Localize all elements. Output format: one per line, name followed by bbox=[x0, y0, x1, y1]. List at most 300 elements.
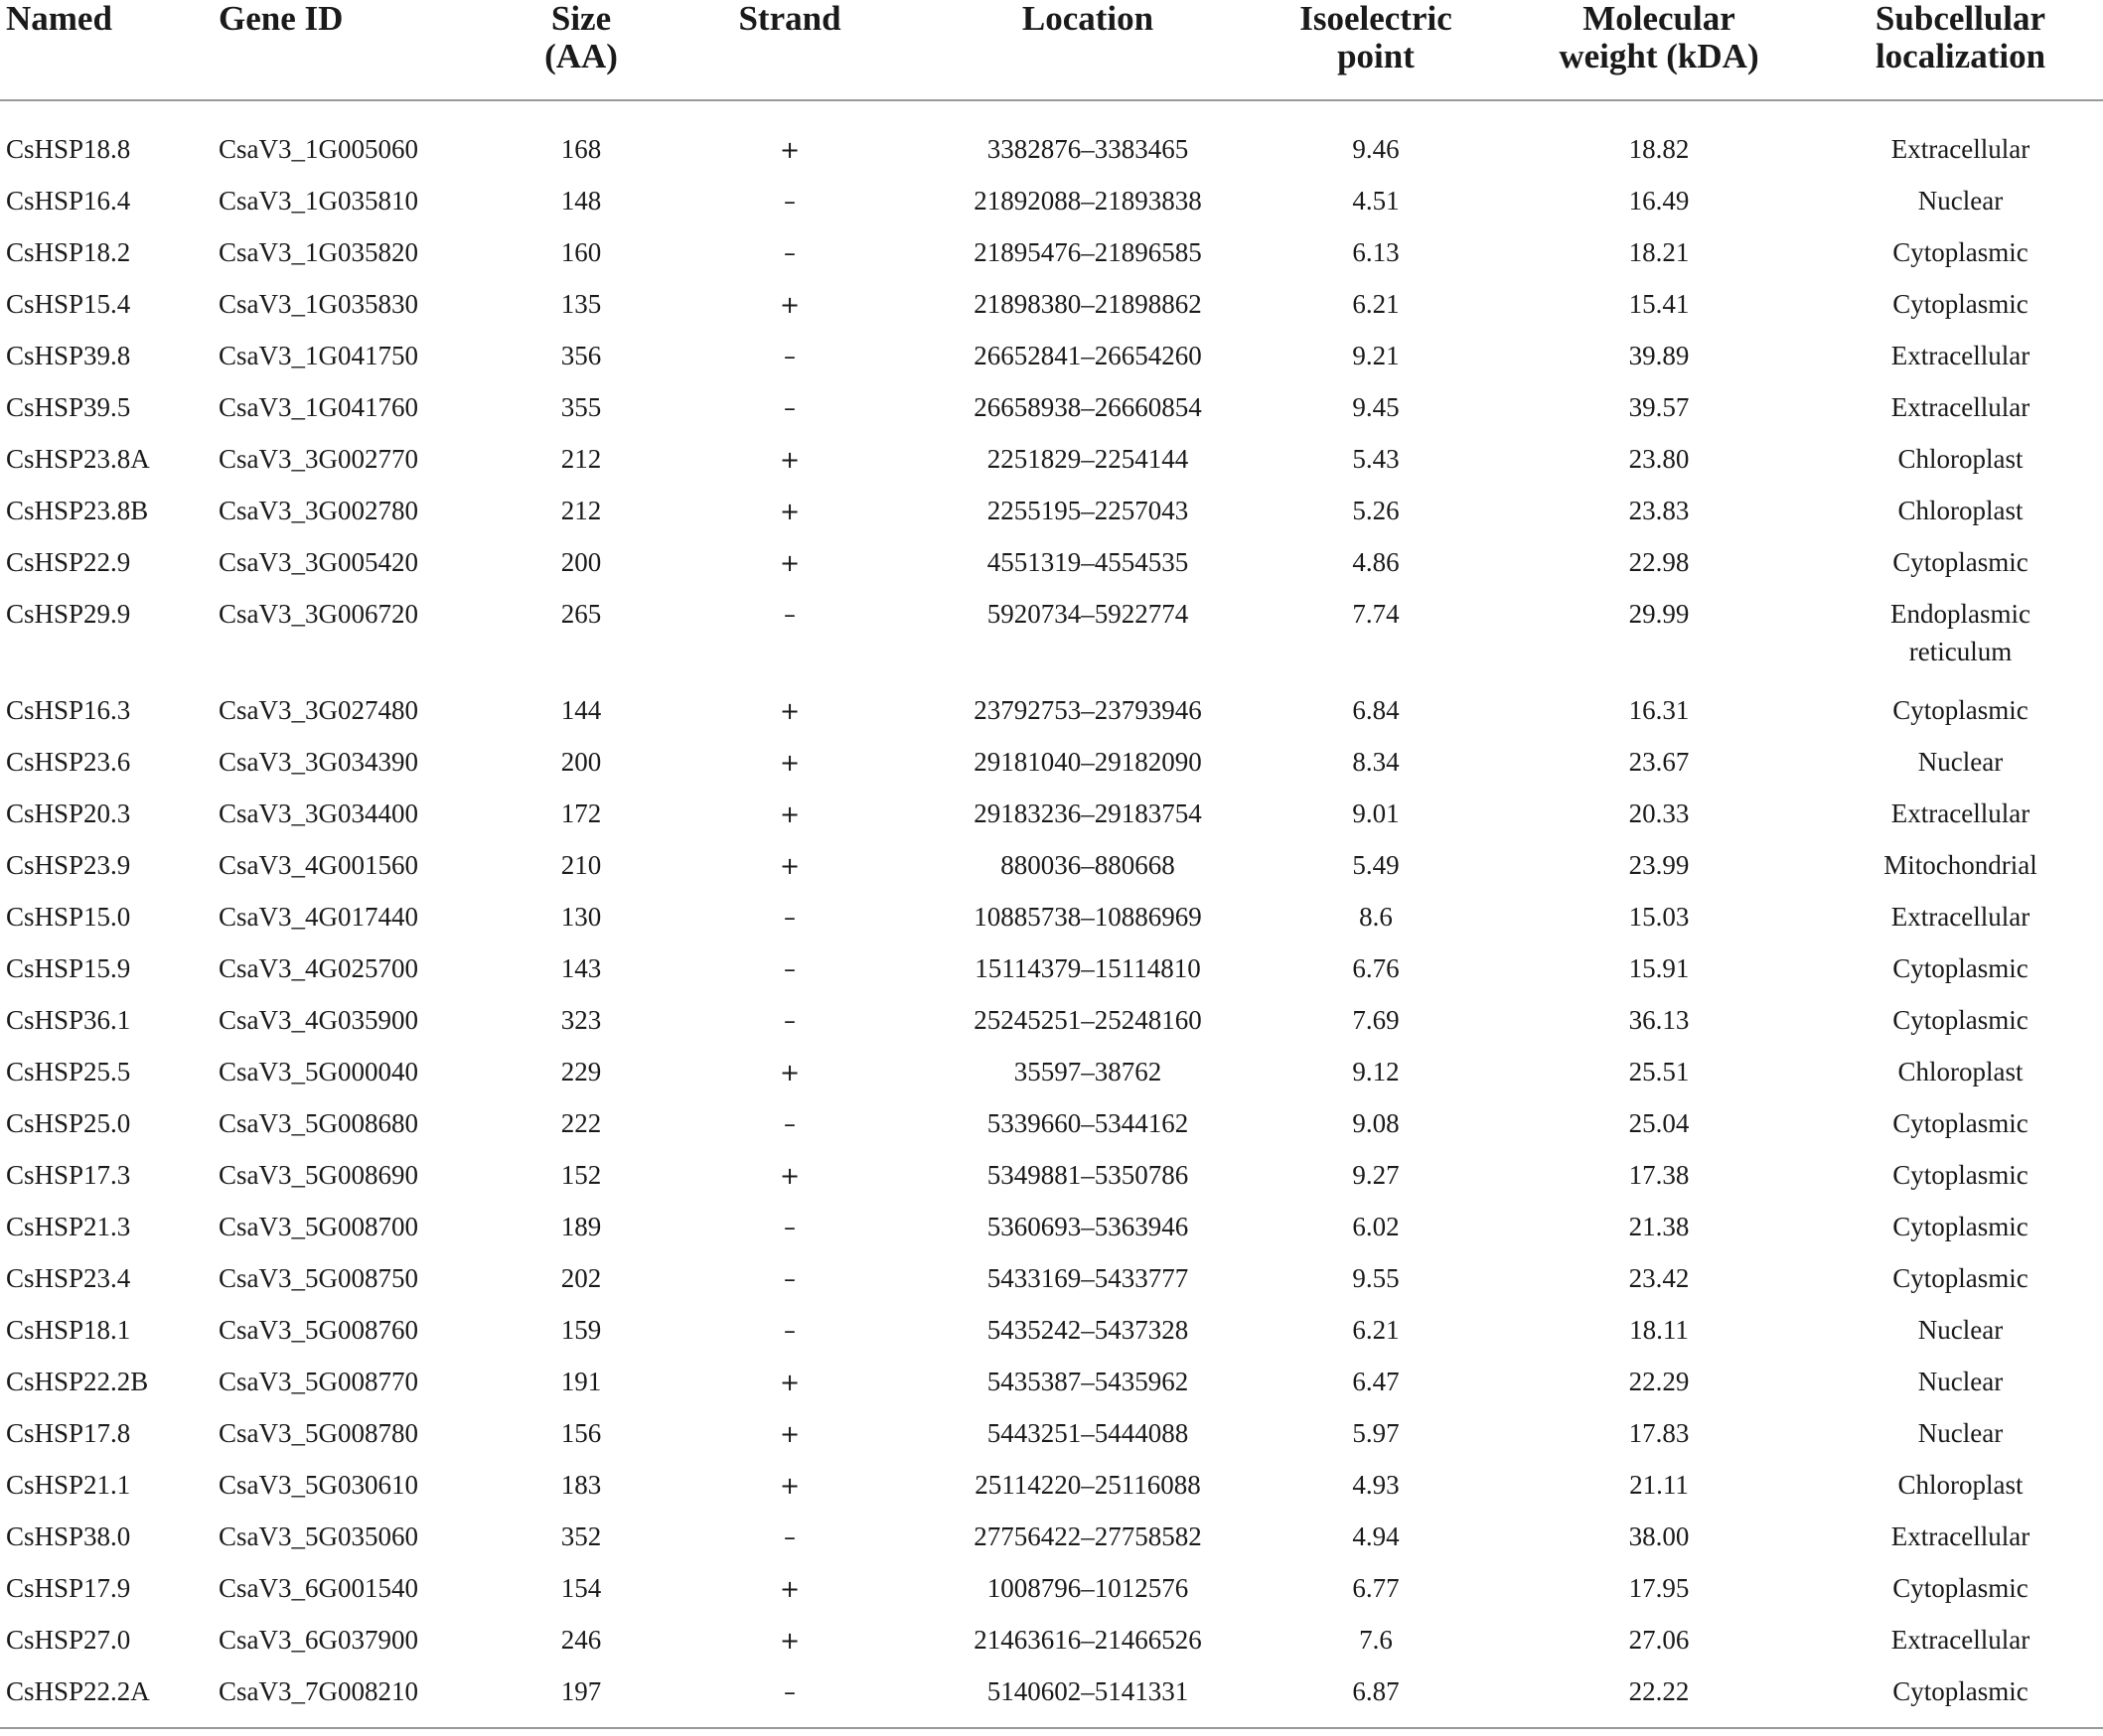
cell-strand-text: + bbox=[779, 1471, 801, 1500]
cell-isoelectric-point-text: 8.6 bbox=[1359, 902, 1393, 932]
cell-strand-text: – bbox=[784, 1006, 796, 1035]
cell-molecular-weight-text: 15.41 bbox=[1628, 289, 1690, 319]
cell-isoelectric-point-text: 7.69 bbox=[1352, 1005, 1400, 1035]
cell-location bbox=[924, 684, 1252, 736]
cell-isoelectric-point bbox=[1252, 1097, 1500, 1149]
cell-molecular-weight-text: 16.31 bbox=[1628, 695, 1690, 725]
cell-subcellular-localization bbox=[1818, 100, 2103, 175]
cell-gene-id-text: CsaV3_3G027480 bbox=[219, 695, 418, 725]
cell-gene-id-text: CsaV3_5G035060 bbox=[219, 1521, 418, 1551]
cell-location-text: 2251829–2254144 bbox=[986, 444, 1189, 474]
cell-size bbox=[507, 330, 656, 381]
table-row bbox=[0, 1665, 2103, 1728]
cell-subcellular-localization bbox=[1818, 1097, 2103, 1149]
cell-molecular-weight bbox=[1500, 175, 1818, 226]
cell-location bbox=[924, 381, 1252, 433]
cell-location-text: 5433169–5433777 bbox=[986, 1263, 1189, 1293]
cell-size bbox=[507, 433, 656, 485]
cell-isoelectric-point-text: 9.55 bbox=[1352, 1263, 1400, 1293]
cell-named-text: CsHSP29.9 bbox=[6, 599, 131, 629]
cell-subcellular-localization bbox=[1818, 891, 2103, 942]
cell-size bbox=[507, 1201, 656, 1252]
cell-strand bbox=[656, 1407, 924, 1459]
cell-isoelectric-point-text: 6.21 bbox=[1352, 1315, 1400, 1345]
cell-strand-text: + bbox=[779, 1626, 801, 1655]
cell-molecular-weight-text: 22.98 bbox=[1628, 547, 1690, 577]
cell-named bbox=[0, 1407, 219, 1459]
cell-named bbox=[0, 1614, 219, 1665]
cell-gene-id bbox=[219, 1046, 507, 1097]
table-row bbox=[0, 381, 2103, 433]
cell-gene-id-text: CsaV3_1G041760 bbox=[219, 392, 418, 422]
cell-size-text: 143 bbox=[560, 953, 602, 983]
cell-location-text: 25245251–25248160 bbox=[974, 1005, 1202, 1035]
cell-named-text: CsHSP25.5 bbox=[6, 1057, 131, 1086]
cell-size bbox=[507, 1046, 656, 1097]
cell-subcellular-localization-text: Nuclear bbox=[1917, 1367, 2004, 1396]
header-molecular-line2: weight (kDA) bbox=[1559, 37, 1759, 75]
cell-location-text: 23792753–23793946 bbox=[974, 695, 1202, 725]
cell-subcellular-localization bbox=[1818, 278, 2103, 330]
cell-subcellular-localization-text: Endoplasmic reticulum bbox=[1890, 599, 2030, 666]
cell-molecular-weight bbox=[1500, 536, 1818, 588]
cell-size-text: 152 bbox=[560, 1160, 602, 1190]
cell-molecular-weight bbox=[1500, 839, 1818, 891]
cell-isoelectric-point-text: 4.86 bbox=[1352, 547, 1400, 577]
cell-subcellular-localization-text: Cytoplasmic bbox=[1892, 1212, 2028, 1241]
cell-size bbox=[507, 588, 656, 684]
cell-named-text: CsHSP15.0 bbox=[6, 902, 131, 932]
cell-size-text: 189 bbox=[560, 1212, 602, 1241]
cell-size bbox=[507, 1665, 656, 1728]
cell-size bbox=[507, 1356, 656, 1407]
cell-location-text: 2255195–2257043 bbox=[986, 496, 1189, 525]
cell-size-text: 200 bbox=[560, 747, 602, 777]
cell-subcellular-localization bbox=[1818, 1459, 2103, 1511]
cell-isoelectric-point bbox=[1252, 226, 1500, 278]
cell-subcellular-localization-text: Extracellular bbox=[1890, 134, 2030, 164]
cell-location-text: 27756422–27758582 bbox=[974, 1521, 1202, 1551]
cell-size bbox=[507, 536, 656, 588]
cell-size bbox=[507, 942, 656, 994]
cell-named bbox=[0, 536, 219, 588]
cell-size-text: 212 bbox=[560, 496, 602, 525]
cell-named bbox=[0, 1149, 219, 1201]
cell-strand bbox=[656, 278, 924, 330]
cell-location bbox=[924, 1201, 1252, 1252]
cell-molecular-weight bbox=[1500, 684, 1818, 736]
cell-location bbox=[924, 1149, 1252, 1201]
cell-isoelectric-point bbox=[1252, 684, 1500, 736]
cell-size-text: 172 bbox=[560, 798, 602, 828]
cell-strand-text: + bbox=[779, 799, 801, 828]
header-isoelectric-line1: Isoelectric bbox=[1299, 0, 1452, 38]
cell-subcellular-localization-text: Nuclear bbox=[1917, 1315, 2004, 1345]
cell-size bbox=[507, 1511, 656, 1562]
cell-isoelectric-point bbox=[1252, 381, 1500, 433]
cell-strand-text: + bbox=[779, 1368, 801, 1396]
cell-size-text: 183 bbox=[560, 1470, 602, 1500]
cell-isoelectric-point-text: 6.02 bbox=[1352, 1212, 1400, 1241]
cell-subcellular-localization bbox=[1818, 942, 2103, 994]
cell-named-text: CsHSP18.1 bbox=[6, 1315, 131, 1345]
cell-gene-id-text: CsaV3_1G035810 bbox=[219, 186, 418, 216]
cell-strand bbox=[656, 1046, 924, 1097]
table-row bbox=[0, 1046, 2103, 1097]
table-row bbox=[0, 942, 2103, 994]
cell-named-text: CsHSP27.0 bbox=[6, 1625, 131, 1655]
cell-isoelectric-point-text: 6.76 bbox=[1352, 953, 1400, 983]
cell-gene-id bbox=[219, 1407, 507, 1459]
cell-strand bbox=[656, 226, 924, 278]
cell-isoelectric-point bbox=[1252, 1665, 1500, 1728]
cell-named bbox=[0, 1201, 219, 1252]
cell-subcellular-localization-text: Extracellular bbox=[1890, 1625, 2030, 1655]
table-row bbox=[0, 1252, 2103, 1304]
cell-size bbox=[507, 485, 656, 536]
cell-named bbox=[0, 1097, 219, 1149]
cell-subcellular-localization bbox=[1818, 1149, 2103, 1201]
cell-size bbox=[507, 1097, 656, 1149]
cell-named bbox=[0, 1252, 219, 1304]
cell-gene-id bbox=[219, 433, 507, 485]
cell-location-text: 21892088–21893838 bbox=[974, 186, 1202, 216]
cell-named bbox=[0, 942, 219, 994]
cell-named-text: CsHSP21.3 bbox=[6, 1212, 131, 1241]
cell-strand bbox=[656, 788, 924, 839]
cell-gene-id-text: CsaV3_5G008760 bbox=[219, 1315, 418, 1345]
cell-size-text: 229 bbox=[560, 1057, 602, 1086]
cell-location bbox=[924, 226, 1252, 278]
cell-named-text: CsHSP17.3 bbox=[6, 1160, 131, 1190]
cell-size bbox=[507, 1407, 656, 1459]
cell-location bbox=[924, 1562, 1252, 1614]
cell-gene-id bbox=[219, 330, 507, 381]
cell-size bbox=[507, 226, 656, 278]
cell-subcellular-localization-text: Cytoplasmic bbox=[1892, 1573, 2028, 1603]
cell-location bbox=[924, 1304, 1252, 1356]
cell-named-text: CsHSP16.3 bbox=[6, 695, 131, 725]
cell-size-text: 210 bbox=[560, 850, 602, 880]
cell-molecular-weight-text: 18.11 bbox=[1629, 1315, 1689, 1345]
cell-named bbox=[0, 994, 219, 1046]
table-row bbox=[0, 175, 2103, 226]
cell-gene-id-text: CsaV3_5G000040 bbox=[219, 1057, 418, 1086]
cell-gene-id bbox=[219, 381, 507, 433]
table-row bbox=[0, 433, 2103, 485]
header-molecular-line1: Molecular bbox=[1582, 0, 1735, 38]
cell-location bbox=[924, 891, 1252, 942]
cell-location-text: 5349881–5350786 bbox=[986, 1160, 1189, 1190]
cell-strand bbox=[656, 1097, 924, 1149]
cell-subcellular-localization bbox=[1818, 1356, 2103, 1407]
cell-size bbox=[507, 839, 656, 891]
cell-location bbox=[924, 839, 1252, 891]
cell-isoelectric-point-text: 4.93 bbox=[1352, 1470, 1400, 1500]
cell-named bbox=[0, 1046, 219, 1097]
cell-molecular-weight bbox=[1500, 1562, 1818, 1614]
cell-strand-text: – bbox=[784, 1213, 796, 1241]
cell-gene-id-text: CsaV3_3G005420 bbox=[219, 547, 418, 577]
cell-subcellular-localization bbox=[1818, 175, 2103, 226]
cell-isoelectric-point-text: 6.77 bbox=[1352, 1573, 1400, 1603]
cell-isoelectric-point-text: 5.97 bbox=[1352, 1418, 1400, 1448]
table-row bbox=[0, 839, 2103, 891]
header-subcellular-line2: localization bbox=[1875, 37, 2046, 75]
cell-gene-id bbox=[219, 536, 507, 588]
cell-gene-id-text: CsaV3_3G002770 bbox=[219, 444, 418, 474]
cell-location bbox=[924, 788, 1252, 839]
cell-strand-text: + bbox=[779, 696, 801, 725]
cell-named-text: CsHSP22.2A bbox=[6, 1676, 150, 1706]
cell-gene-id-text: CsaV3_3G002780 bbox=[219, 496, 418, 525]
cell-strand bbox=[656, 1614, 924, 1665]
cell-size-text: 355 bbox=[560, 392, 602, 422]
cell-named-text: CsHSP36.1 bbox=[6, 1005, 131, 1035]
header-subcellular-localization bbox=[1818, 0, 2103, 100]
cell-molecular-weight-text: 39.57 bbox=[1628, 392, 1690, 422]
cell-location bbox=[924, 1614, 1252, 1665]
cell-isoelectric-point bbox=[1252, 1356, 1500, 1407]
table-row bbox=[0, 1407, 2103, 1459]
cell-subcellular-localization bbox=[1818, 381, 2103, 433]
cell-location bbox=[924, 536, 1252, 588]
cell-strand-text: – bbox=[784, 342, 796, 370]
cell-location-text: 21898380–21898862 bbox=[974, 289, 1202, 319]
cell-subcellular-localization-text: Cytoplasmic bbox=[1892, 289, 2028, 319]
cell-gene-id bbox=[219, 736, 507, 788]
cell-isoelectric-point-text: 6.87 bbox=[1352, 1676, 1400, 1706]
cell-subcellular-localization-text: Cytoplasmic bbox=[1892, 1160, 2028, 1190]
cell-molecular-weight bbox=[1500, 891, 1818, 942]
cell-subcellular-localization-text: Extracellular bbox=[1890, 392, 2030, 422]
cell-isoelectric-point bbox=[1252, 588, 1500, 684]
cell-named bbox=[0, 100, 219, 175]
cell-subcellular-localization bbox=[1818, 1614, 2103, 1665]
header-molecular-weight bbox=[1500, 0, 1818, 100]
cell-named-text: CsHSP39.8 bbox=[6, 341, 131, 370]
cell-location-text: 21463616–21466526 bbox=[974, 1625, 1202, 1655]
cell-isoelectric-point-text: 7.6 bbox=[1359, 1625, 1393, 1655]
table-row bbox=[0, 1356, 2103, 1407]
cell-named-text: CsHSP23.9 bbox=[6, 850, 131, 880]
cell-isoelectric-point-text: 8.34 bbox=[1352, 747, 1400, 777]
cell-strand-text: – bbox=[784, 1264, 796, 1293]
cell-isoelectric-point bbox=[1252, 736, 1500, 788]
cell-subcellular-localization-text: Mitochondrial bbox=[1883, 850, 2037, 880]
cell-named-text: CsHSP18.2 bbox=[6, 237, 131, 267]
cell-isoelectric-point-text: 9.08 bbox=[1352, 1108, 1400, 1138]
cell-isoelectric-point-text: 9.21 bbox=[1352, 341, 1400, 370]
header-size-line2: (AA) bbox=[544, 37, 618, 75]
cell-molecular-weight bbox=[1500, 788, 1818, 839]
cell-location-text: 10885738–10886969 bbox=[974, 902, 1202, 932]
cell-named-text: CsHSP25.0 bbox=[6, 1108, 131, 1138]
cell-isoelectric-point-text: 4.51 bbox=[1352, 186, 1400, 216]
cell-location-text: 5443251–5444088 bbox=[986, 1418, 1189, 1448]
cell-subcellular-localization-text: Chloroplast bbox=[1897, 1057, 2024, 1086]
cell-isoelectric-point bbox=[1252, 891, 1500, 942]
cell-subcellular-localization bbox=[1818, 1252, 2103, 1304]
cell-gene-id-text: CsaV3_5G008780 bbox=[219, 1418, 418, 1448]
cell-molecular-weight bbox=[1500, 1407, 1818, 1459]
cell-molecular-weight-text: 23.42 bbox=[1628, 1263, 1690, 1293]
cell-gene-id bbox=[219, 485, 507, 536]
cell-subcellular-localization bbox=[1818, 1407, 2103, 1459]
cell-location-text: 15114379–15114810 bbox=[975, 953, 1201, 983]
cell-molecular-weight-text: 25.04 bbox=[1628, 1108, 1690, 1138]
cell-subcellular-localization-text: Cytoplasmic bbox=[1892, 1263, 2028, 1293]
cell-molecular-weight-text: 17.38 bbox=[1628, 1160, 1690, 1190]
cell-size bbox=[507, 1304, 656, 1356]
cell-subcellular-localization bbox=[1818, 1665, 2103, 1728]
cell-molecular-weight-text: 21.38 bbox=[1628, 1212, 1690, 1241]
cell-named-text: CsHSP23.6 bbox=[6, 747, 131, 777]
cell-size-text: 212 bbox=[560, 444, 602, 474]
header-gene-id bbox=[219, 0, 507, 100]
cell-molecular-weight-text: 16.49 bbox=[1628, 186, 1690, 216]
table-row bbox=[0, 1149, 2103, 1201]
cell-isoelectric-point-text: 4.94 bbox=[1352, 1521, 1400, 1551]
cell-size-text: 222 bbox=[560, 1108, 602, 1138]
table-row bbox=[0, 1097, 2103, 1149]
cell-location-text: 5360693–5363946 bbox=[986, 1212, 1189, 1241]
cell-strand bbox=[656, 891, 924, 942]
cell-subcellular-localization bbox=[1818, 788, 2103, 839]
cell-isoelectric-point-text: 9.46 bbox=[1352, 134, 1400, 164]
cell-gene-id-text: CsaV3_1G041750 bbox=[219, 341, 418, 370]
cell-isoelectric-point bbox=[1252, 1407, 1500, 1459]
header-size bbox=[507, 0, 656, 100]
cell-size bbox=[507, 788, 656, 839]
cell-strand bbox=[656, 485, 924, 536]
header-location bbox=[924, 0, 1252, 100]
cell-location-text: 1008796–1012576 bbox=[986, 1573, 1189, 1603]
cell-molecular-weight-text: 21.11 bbox=[1629, 1470, 1689, 1500]
cell-subcellular-localization bbox=[1818, 485, 2103, 536]
cell-named-text: CsHSP23.8B bbox=[6, 496, 149, 525]
cell-gene-id bbox=[219, 1614, 507, 1665]
cell-size-text: 352 bbox=[560, 1521, 602, 1551]
table-row bbox=[0, 1459, 2103, 1511]
cell-gene-id bbox=[219, 1356, 507, 1407]
cell-subcellular-localization-text: Chloroplast bbox=[1897, 496, 2024, 525]
cell-named-text: CsHSP23.8A bbox=[6, 444, 150, 474]
cell-molecular-weight-text: 23.99 bbox=[1628, 850, 1690, 880]
cell-isoelectric-point bbox=[1252, 1252, 1500, 1304]
table-body bbox=[0, 100, 2103, 1728]
table-row bbox=[0, 994, 2103, 1046]
cell-size bbox=[507, 100, 656, 175]
cell-isoelectric-point bbox=[1252, 1304, 1500, 1356]
table-row bbox=[0, 1304, 2103, 1356]
cell-gene-id-text: CsaV3_6G001540 bbox=[219, 1573, 418, 1603]
cell-named-text: CsHSP38.0 bbox=[6, 1521, 131, 1551]
cell-named-text: CsHSP23.4 bbox=[6, 1263, 131, 1293]
cell-subcellular-localization-text: Cytoplasmic bbox=[1892, 1676, 2028, 1706]
cell-named-text: CsHSP39.5 bbox=[6, 392, 131, 422]
cell-location-text: 5920734–5922774 bbox=[986, 599, 1189, 629]
cell-isoelectric-point bbox=[1252, 1511, 1500, 1562]
cell-gene-id bbox=[219, 1149, 507, 1201]
cell-strand-text: + bbox=[779, 445, 801, 474]
cell-gene-id bbox=[219, 994, 507, 1046]
cell-subcellular-localization bbox=[1818, 684, 2103, 736]
cell-named-text: CsHSP22.9 bbox=[6, 547, 131, 577]
cell-location-text: 21895476–21896585 bbox=[974, 237, 1202, 267]
cell-isoelectric-point-text: 5.49 bbox=[1352, 850, 1400, 880]
cell-isoelectric-point bbox=[1252, 1459, 1500, 1511]
cell-gene-id bbox=[219, 1201, 507, 1252]
header-size-line1: Size bbox=[550, 0, 612, 38]
cell-subcellular-localization-text: Nuclear bbox=[1917, 1418, 2004, 1448]
cell-gene-id-text: CsaV3_3G006720 bbox=[219, 599, 418, 629]
cell-location-text: 29183236–29183754 bbox=[974, 798, 1202, 828]
table-row bbox=[0, 330, 2103, 381]
cell-molecular-weight-text: 23.83 bbox=[1628, 496, 1690, 525]
cell-size-text: 200 bbox=[560, 547, 602, 577]
header-isoelectric-point bbox=[1252, 0, 1500, 100]
cell-strand bbox=[656, 330, 924, 381]
cell-strand bbox=[656, 1665, 924, 1728]
table-row bbox=[0, 736, 2103, 788]
cell-size-text: 130 bbox=[560, 902, 602, 932]
cell-strand bbox=[656, 1304, 924, 1356]
cell-gene-id-text: CsaV3_3G034400 bbox=[219, 798, 418, 828]
header-named-line1: Named bbox=[6, 0, 112, 38]
cell-strand-text: + bbox=[779, 497, 801, 525]
cell-isoelectric-point-text: 9.12 bbox=[1352, 1057, 1400, 1086]
cell-molecular-weight-text: 18.21 bbox=[1628, 237, 1690, 267]
cell-location bbox=[924, 485, 1252, 536]
cell-named bbox=[0, 381, 219, 433]
cell-molecular-weight-text: 17.83 bbox=[1628, 1418, 1690, 1448]
cell-named bbox=[0, 330, 219, 381]
cell-size-text: 191 bbox=[560, 1367, 602, 1396]
cell-location bbox=[924, 1459, 1252, 1511]
header-subcellular-line1: Subcellular bbox=[1875, 0, 2046, 38]
cell-molecular-weight-text: 27.06 bbox=[1628, 1625, 1690, 1655]
cell-isoelectric-point-text: 5.43 bbox=[1352, 444, 1400, 474]
cell-location bbox=[924, 1356, 1252, 1407]
cell-named bbox=[0, 1304, 219, 1356]
cell-isoelectric-point-text: 9.01 bbox=[1352, 798, 1400, 828]
cell-strand bbox=[656, 381, 924, 433]
cell-isoelectric-point-text: 6.47 bbox=[1352, 1367, 1400, 1396]
cell-strand bbox=[656, 736, 924, 788]
cell-subcellular-localization bbox=[1818, 433, 2103, 485]
cell-size-text: 168 bbox=[560, 134, 602, 164]
cell-strand bbox=[656, 175, 924, 226]
cell-strand-text: + bbox=[779, 290, 801, 319]
cell-molecular-weight bbox=[1500, 1511, 1818, 1562]
table-row bbox=[0, 1614, 2103, 1665]
cell-molecular-weight-text: 18.82 bbox=[1628, 134, 1690, 164]
cell-gene-id-text: CsaV3_3G034390 bbox=[219, 747, 418, 777]
cell-named bbox=[0, 1562, 219, 1614]
cell-molecular-weight bbox=[1500, 1046, 1818, 1097]
cell-strand bbox=[656, 1511, 924, 1562]
table-header-row bbox=[0, 0, 2103, 100]
cell-subcellular-localization-text: Cytoplasmic bbox=[1892, 547, 2028, 577]
cell-strand-text: + bbox=[779, 748, 801, 777]
cell-strand bbox=[656, 1252, 924, 1304]
cell-location bbox=[924, 100, 1252, 175]
cell-named bbox=[0, 891, 219, 942]
cell-molecular-weight bbox=[1500, 330, 1818, 381]
cell-subcellular-localization bbox=[1818, 226, 2103, 278]
cell-molecular-weight bbox=[1500, 226, 1818, 278]
